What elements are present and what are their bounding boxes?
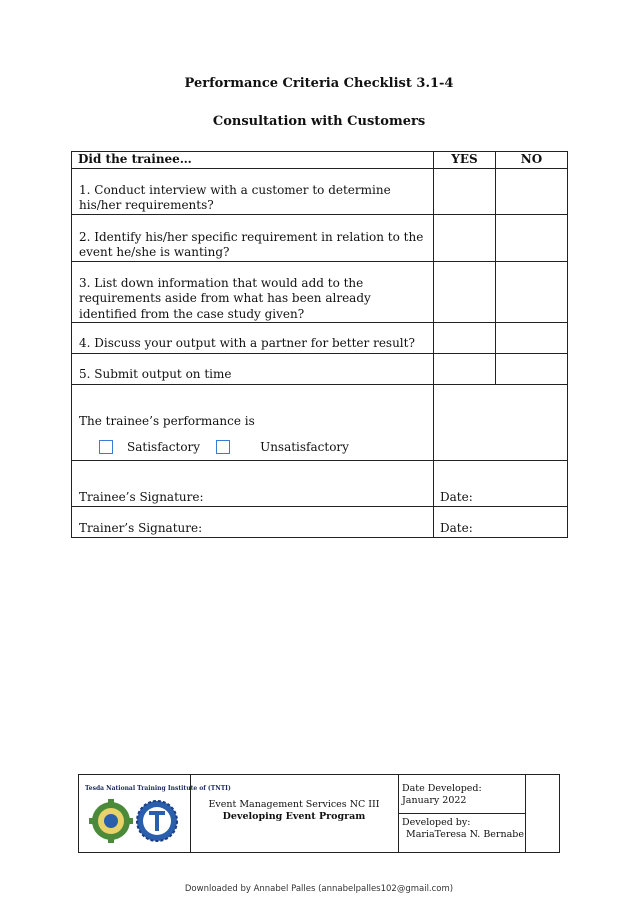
- table-row: [72, 354, 568, 385]
- no-cell-2[interactable]: [496, 214, 568, 261]
- logo-cell: [79, 775, 231, 852]
- checklist-table: [71, 151, 568, 538]
- no-cell-4[interactable]: [496, 323, 568, 354]
- satisfactory-checkbox[interactable]: [99, 440, 113, 454]
- table-header-row: [72, 152, 568, 169]
- program-cell: [190, 775, 399, 852]
- performance-row: [72, 385, 568, 461]
- unsatisfactory-checkbox[interactable]: [216, 440, 230, 454]
- header-yes: YES: [434, 152, 496, 169]
- footer-table: [78, 774, 560, 853]
- table-row: [72, 214, 568, 261]
- header-question: Did the trainee…: [72, 152, 434, 169]
- trainee-signature-label: Trainee’s Signature:: [79, 490, 204, 504]
- page-subtitle: Consultation with Customers: [212, 114, 426, 129]
- yes-cell-2[interactable]: [434, 214, 496, 261]
- date-developed-value: January 2022: [402, 795, 467, 806]
- performance-blank-cell: [434, 385, 568, 461]
- header-no: NO: [496, 152, 568, 169]
- criterion-2: 2. Identify his/her specific requirement in relation to the event he/she is wanting?: [79, 229, 424, 259]
- trainer-date-label: Date:: [440, 521, 473, 535]
- yes-cell-3[interactable]: [434, 261, 496, 323]
- tesda-logo-icon: [79, 775, 190, 854]
- trainer-signature-row: [72, 507, 568, 538]
- developer-name: MariaTeresa N. Bernabe: [406, 829, 524, 840]
- institution-name: Tesda National Training Institute of (TNTI): [85, 785, 231, 792]
- no-cell-3[interactable]: [496, 261, 568, 323]
- program-name: Event Management Services NC III: [208, 799, 380, 810]
- trainer-signature-label: Trainer’s Signature:: [79, 521, 203, 535]
- satisfactory-label: Satisfactory: [127, 439, 201, 454]
- yes-cell-5[interactable]: [434, 354, 496, 385]
- seal-icon: [137, 801, 177, 841]
- table-row: [72, 168, 568, 214]
- no-cell-1[interactable]: [496, 168, 568, 214]
- trainee-signature-row: [72, 461, 568, 507]
- developed-by-label: Developed by:: [402, 817, 471, 828]
- criterion-1: 1. Conduct interview with a customer to determine his/her requirements?: [79, 182, 391, 212]
- criterion-4: 4. Discuss your output with a partner for better result?: [79, 336, 415, 350]
- module-name: Developing Event Program: [222, 811, 366, 822]
- table-row: [72, 323, 568, 354]
- gear-icon: [89, 799, 133, 843]
- unsatisfactory-label: Unsatisfactory: [260, 439, 349, 454]
- trainee-date-label: Date:: [440, 490, 473, 504]
- criterion-5: 5. Submit output on time: [79, 367, 232, 381]
- performance-label: The trainee’s performance is: [79, 414, 255, 428]
- page-title: Performance Criteria Checklist 3.1-4: [184, 76, 454, 91]
- criterion-3: 3. List down information that would add to the requirements aside from what has been already identified from the case study given?: [79, 275, 371, 321]
- date-developed-label: Date Developed:: [402, 783, 482, 794]
- yes-cell-1[interactable]: [434, 168, 496, 214]
- download-note: Downloaded by Annabel Palles (annabelpalles102@gmail.com): [184, 884, 454, 894]
- yes-cell-4[interactable]: [434, 323, 496, 354]
- table-row: [72, 261, 568, 323]
- info-cell: [398, 775, 526, 852]
- no-cell-5[interactable]: [496, 354, 568, 385]
